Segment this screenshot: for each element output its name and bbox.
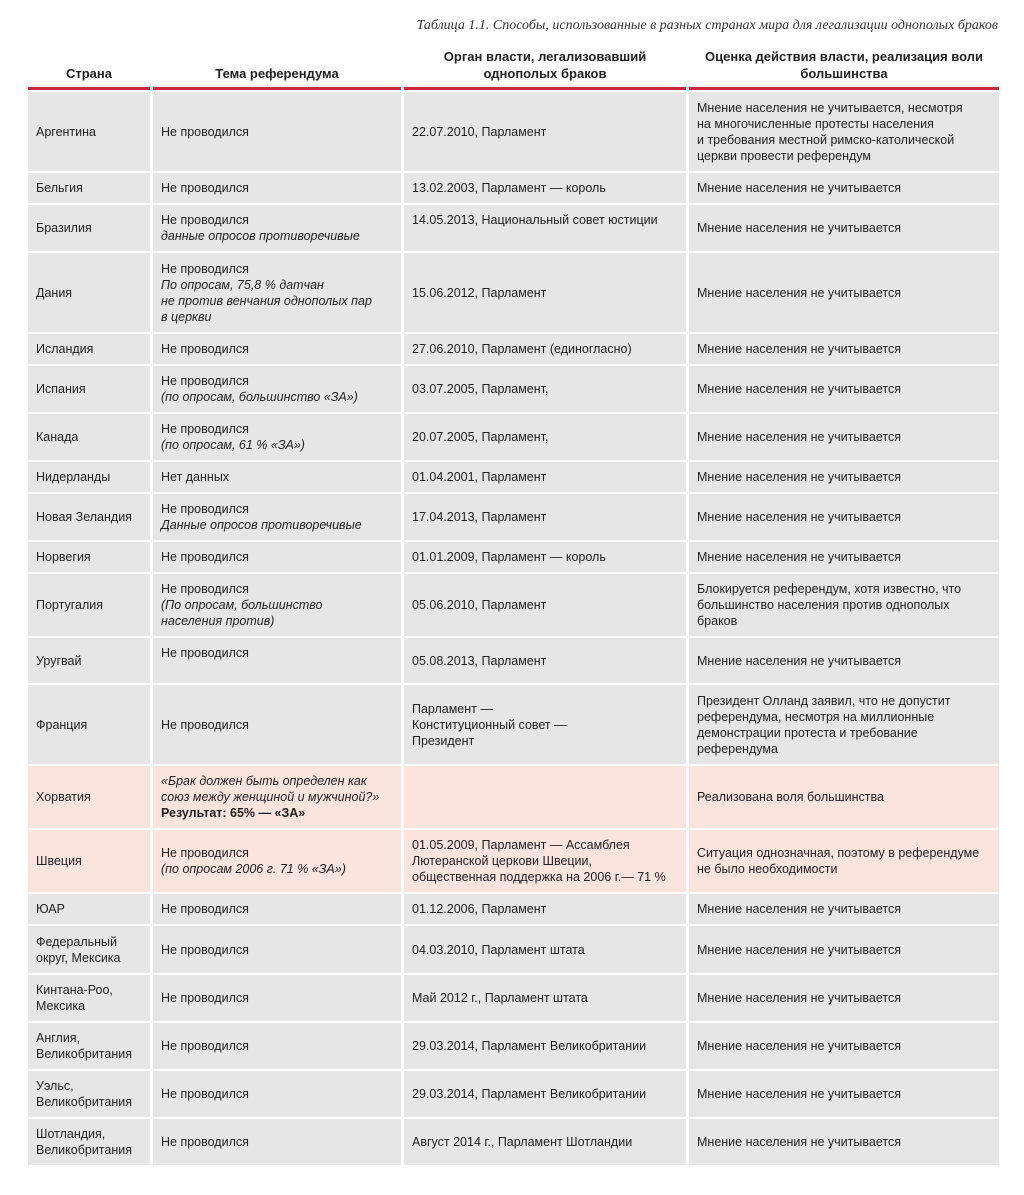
authority-cell-line: 20.07.2005, Парламент,: [412, 430, 549, 444]
topic-cell-line: Не проводился: [161, 646, 249, 660]
table-row: [28, 1117, 999, 1165]
header-authority: Орган власти, легализовавший однополых браков: [404, 44, 686, 90]
evaluation-cell-line: Президент Олланд заявил, что не допустит: [697, 693, 951, 708]
country-cell: [28, 572, 150, 636]
authority-cell-line: 27.06.2010, Парламент (единогласно): [412, 342, 632, 356]
authority-cell-line: Президент: [412, 733, 475, 748]
evaluation-cell-line: на многочисленные протесты населения: [697, 116, 934, 131]
topic-cell-line: Не проводился: [161, 942, 249, 957]
authority-cell-line: 01.12.2006, Парламент: [412, 902, 547, 916]
authority-cell: [404, 412, 686, 460]
evaluation-cell: [689, 636, 999, 683]
topic-cell-line: Результат: 65% — «ЗА»: [161, 806, 306, 820]
authority-cell: [404, 1069, 686, 1117]
country-cell-line: ЮАР: [36, 902, 65, 916]
evaluation-cell: [689, 924, 999, 973]
country-cell-line: Норвегия: [36, 550, 91, 564]
country-cell: [28, 924, 150, 973]
evaluation-cell-line: Ситуация однозначная, поэтому в референдуме: [697, 846, 980, 860]
topic-cell: [153, 1117, 401, 1165]
authority-cell: [404, 1117, 686, 1165]
header-row: [28, 44, 999, 90]
evaluation-cell: [689, 203, 999, 251]
topic-cell-line: (по опросам, большинство «ЗА»): [161, 390, 358, 404]
table-row: [28, 636, 999, 683]
topic-cell-line: Не проводился: [161, 342, 249, 356]
topic-cell: [153, 171, 401, 203]
evaluation-cell: [689, 332, 999, 364]
authority-cell: [404, 364, 686, 412]
topic-cell: [153, 1069, 401, 1117]
evaluation-cell-line: большинство населения против однополых: [697, 598, 950, 612]
header-country: Страна: [28, 44, 150, 90]
authority-cell: [404, 683, 686, 764]
legalization-table: [25, 44, 1002, 1165]
evaluation-cell-line: Мнение населения не учитывается: [697, 942, 901, 957]
evaluation-cell-line: Мнение населения не учитывается: [697, 1039, 901, 1053]
topic-cell-line: Не проводился: [161, 846, 249, 860]
country-cell: [28, 412, 150, 460]
topic-cell-line: Не проводился: [161, 422, 249, 436]
topic-cell: [153, 973, 401, 1021]
country-cell: [28, 892, 150, 924]
country-cell-line: Великобритания: [36, 1143, 132, 1157]
evaluation-cell-line: референдума, несмотря на миллионные: [697, 709, 935, 724]
table-row: [28, 90, 999, 171]
authority-cell-line: Лютеранской церкови Швеции,: [412, 854, 592, 868]
authority-cell-line: 29.03.2014, Парламент Великобритании: [412, 1087, 647, 1101]
authority-cell-line: 01.01.2009, Парламент — король: [412, 550, 606, 564]
country-cell: [28, 460, 150, 492]
authority-cell: [404, 764, 686, 828]
country-cell-line: Мексика: [36, 999, 86, 1013]
authority-cell: [404, 203, 686, 251]
authority-cell-line: Август 2014 г., Парламент Шотландии: [412, 1135, 633, 1149]
evaluation-cell-line: Мнение населения не учитывается: [697, 181, 901, 195]
country-cell-line: Новая Зеландия: [36, 510, 132, 524]
country-cell-line: Исландия: [36, 342, 94, 356]
evaluation-cell-line: Мнение населения не учитывается: [697, 285, 901, 300]
country-cell: [28, 203, 150, 251]
country-cell-line: Испания: [36, 382, 86, 396]
evaluation-cell: [689, 572, 999, 636]
topic-cell: [153, 572, 401, 636]
table-row: [28, 332, 999, 364]
topic-cell-line: По опросам, 75,8 % датчан: [161, 277, 324, 292]
evaluation-cell-line: Мнение населения не учитывается: [697, 221, 901, 235]
topic-cell-line: (по опросам, 61 % «ЗА»): [161, 438, 305, 452]
table-row: [28, 251, 999, 332]
topic-cell-line: данные опросов противоречивые: [161, 229, 360, 243]
country-cell-line: Швеция: [36, 854, 82, 868]
table-caption: Таблица 1.1. Способы, использованные в разных странах мира для легализации однополых браков: [416, 18, 998, 33]
country-cell: [28, 683, 150, 764]
authority-cell-line: 13.02.2003, Парламент — король: [412, 181, 606, 195]
topic-cell-line: Не проводился: [161, 261, 249, 276]
authority-cell: [404, 892, 686, 924]
country-cell: [28, 251, 150, 332]
authority-cell: [404, 332, 686, 364]
authority-cell: [404, 171, 686, 203]
country-cell: [28, 764, 150, 828]
country-cell: [28, 1117, 150, 1165]
country-cell-line: Хорватия: [36, 790, 91, 804]
authority-cell-line: 22.07.2010, Парламент: [412, 124, 547, 139]
evaluation-cell: [689, 171, 999, 203]
evaluation-cell-line: не было необходимости: [697, 862, 838, 876]
evaluation-cell-line: Мнение населения не учитывается: [697, 1135, 901, 1149]
evaluation-cell: [689, 1069, 999, 1117]
authority-cell: [404, 572, 686, 636]
authority-cell-line: 01.04.2001, Парламент: [412, 470, 547, 484]
country-cell-line: Канада: [36, 430, 79, 444]
country-cell: [28, 1069, 150, 1117]
table-row: [28, 364, 999, 412]
country-cell-line: Уругвай: [36, 653, 82, 668]
evaluation-cell: [689, 892, 999, 924]
evaluation-cell: [689, 1117, 999, 1165]
country-cell-line: Шотландия,: [36, 1127, 106, 1141]
authority-cell-line: 04.03.2010, Парламент штата: [412, 942, 585, 957]
topic-cell-line: Не проводился: [161, 1135, 249, 1149]
country-cell: [28, 636, 150, 683]
table-row: [28, 1021, 999, 1069]
country-cell-line: Великобритания: [36, 1095, 132, 1109]
topic-cell-line: Не проводился: [161, 213, 249, 227]
topic-cell-line: Не проводился: [161, 991, 249, 1005]
authority-cell-line: Конституционный совет —: [412, 717, 567, 732]
evaluation-cell-line: Блокируется референдум, хотя известно, что: [697, 582, 962, 596]
authority-cell: [404, 460, 686, 492]
topic-cell: [153, 924, 401, 973]
evaluation-cell-line: демонстрации протеста и требование: [697, 725, 918, 740]
table-row: [28, 412, 999, 460]
evaluation-cell-line: Мнение населения не учитывается: [697, 653, 901, 668]
topic-cell-line: Не проводился: [161, 717, 249, 732]
topic-cell-line: населения против): [161, 614, 275, 628]
evaluation-cell: [689, 412, 999, 460]
authority-cell-line: 01.05.2009, Парламент — Ассамблея: [412, 838, 630, 852]
country-cell: [28, 492, 150, 540]
topic-cell-line: (По опросам, большинство: [161, 598, 323, 612]
topic-cell-line: Нет данных: [161, 470, 230, 484]
evaluation-cell-line: Мнение населения не учитывается: [697, 550, 901, 564]
authority-cell: [404, 251, 686, 332]
evaluation-cell-line: и требования местной римско-католической: [697, 132, 955, 147]
topic-cell: [153, 683, 401, 764]
topic-cell: [153, 251, 401, 332]
authority-cell: [404, 540, 686, 572]
country-cell-line: Бразилия: [36, 221, 92, 235]
evaluation-cell-line: Мнение населения не учитывается: [697, 902, 901, 916]
evaluation-cell-line: Мнение населения не учитывается: [697, 342, 901, 356]
country-cell: [28, 364, 150, 412]
country-cell: [28, 973, 150, 1021]
authority-cell-line: 29.03.2014, Парламент Великобритании: [412, 1039, 647, 1053]
evaluation-cell-line: Мнение населения не учитывается: [697, 991, 901, 1005]
evaluation-cell: [689, 492, 999, 540]
table-row: [28, 572, 999, 636]
evaluation-cell: [689, 764, 999, 828]
topic-cell-line: не против венчания однополых пар: [161, 293, 372, 308]
evaluation-cell: [689, 1021, 999, 1069]
topic-cell: [153, 412, 401, 460]
country-cell: [28, 171, 150, 203]
country-cell-line: Уэльс,: [36, 1079, 74, 1093]
table-row: [28, 460, 999, 492]
country-cell: [28, 540, 150, 572]
topic-cell-line: «Брак должен быть определен как: [161, 774, 367, 788]
authority-cell-line: общественная поддержка на 2006 г.— 71 %: [412, 870, 666, 884]
authority-cell-line: 03.07.2005, Парламент,: [412, 382, 549, 396]
table-row: [28, 892, 999, 924]
evaluation-cell-line: Мнение населения не учитывается: [697, 510, 901, 524]
authority-cell-line: Парламент —: [412, 701, 493, 716]
country-cell-line: Дания: [36, 285, 73, 300]
topic-cell-line: Не проводился: [161, 181, 249, 195]
country-cell-line: округ, Мексика: [36, 950, 121, 965]
topic-cell: [153, 492, 401, 540]
topic-cell-line: Не проводился: [161, 550, 249, 564]
country-cell-line: Англия,: [36, 1031, 81, 1045]
evaluation-cell-line: Мнение населения не учитывается: [697, 430, 901, 444]
country-cell-line: Великобритания: [36, 1047, 132, 1061]
topic-cell: [153, 460, 401, 492]
evaluation-cell-line: Мнение населения не учитывается: [697, 1087, 901, 1101]
authority-cell-line: 17.04.2013, Парламент: [412, 510, 547, 524]
country-cell-line: Аргентина: [36, 124, 96, 139]
topic-cell: [153, 364, 401, 412]
topic-cell-line: в церкви: [161, 309, 212, 324]
topic-cell: [153, 764, 401, 828]
topic-cell-line: союз между женщиной и мужчиной?»: [161, 790, 380, 804]
table-row: [28, 683, 999, 764]
evaluation-cell: [689, 251, 999, 332]
authority-cell-line: Май 2012 г., Парламент штата: [412, 991, 588, 1005]
authority-cell: [404, 973, 686, 1021]
table-row: [28, 973, 999, 1021]
authority-cell-line: 15.06.2012, Парламент: [412, 285, 547, 300]
country-cell-line: Кинтана-Роо,: [36, 983, 113, 997]
topic-cell-line: (по опросам 2006 г. 71 % «ЗА»): [161, 862, 346, 876]
authority-cell-line: 05.08.2013, Парламент: [412, 653, 547, 668]
header-topic: Тема референдума: [153, 44, 401, 90]
country-cell: [28, 828, 150, 892]
evaluation-cell-line: Мнение населения не учитывается, несмотря: [697, 100, 963, 115]
authority-cell: [404, 1021, 686, 1069]
topic-cell-line: Не проводился: [161, 582, 249, 596]
evaluation-cell-line: церкви провести референдум: [697, 148, 871, 163]
country-cell-line: Португалия: [36, 598, 104, 612]
header-evaluation: Оценка действия власти, реализация воли большинства: [689, 44, 999, 90]
topic-cell: [153, 1021, 401, 1069]
authority-cell: [404, 828, 686, 892]
table-row: [28, 203, 999, 251]
table-row: [28, 828, 999, 892]
evaluation-cell-line: Реализована воля большинства: [697, 790, 884, 804]
topic-cell: [153, 892, 401, 924]
authority-cell: [404, 492, 686, 540]
table-row: [28, 764, 999, 828]
topic-cell: [153, 90, 401, 171]
topic-cell-line: Не проводился: [161, 502, 249, 516]
topic-cell: [153, 203, 401, 251]
evaluation-cell: [689, 540, 999, 572]
country-cell-line: Бельгия: [36, 181, 83, 195]
topic-cell: [153, 332, 401, 364]
topic-cell: [153, 828, 401, 892]
country-cell: [28, 90, 150, 171]
country-cell-line: Федеральный: [36, 934, 118, 949]
authority-cell: [404, 636, 686, 683]
table-row: [28, 540, 999, 572]
table-row: [28, 924, 999, 973]
evaluation-cell: [689, 828, 999, 892]
evaluation-cell-line: Мнение населения не учитывается: [697, 470, 901, 484]
topic-cell: [153, 540, 401, 572]
table-row: [28, 492, 999, 540]
topic-cell: [153, 636, 401, 683]
evaluation-cell: [689, 683, 999, 764]
topic-cell-line: Данные опросов противоречивые: [161, 518, 362, 532]
authority-cell-line: 14.05.2013, Национальный совет юстиции: [412, 213, 658, 227]
country-cell-line: Франция: [36, 717, 88, 732]
evaluation-cell: [689, 973, 999, 1021]
evaluation-cell: [689, 460, 999, 492]
table-row: [28, 1069, 999, 1117]
evaluation-cell-line: референдума: [697, 741, 778, 756]
country-cell: [28, 332, 150, 364]
country-cell: [28, 1021, 150, 1069]
evaluation-cell-line: браков: [697, 614, 738, 628]
country-cell-line: Нидерланды: [36, 470, 111, 484]
topic-cell-line: Не проводился: [161, 1039, 249, 1053]
topic-cell-line: Не проводился: [161, 124, 249, 139]
evaluation-cell: [689, 90, 999, 171]
table-row: [28, 171, 999, 203]
topic-cell-line: Не проводился: [161, 902, 249, 916]
authority-cell: [404, 90, 686, 171]
evaluation-cell-line: Мнение населения не учитывается: [697, 382, 901, 396]
topic-cell-line: Не проводился: [161, 1087, 249, 1101]
authority-cell-line: 05.06.2010, Парламент: [412, 598, 547, 612]
topic-cell-line: Не проводился: [161, 374, 249, 388]
authority-cell: [404, 924, 686, 973]
evaluation-cell: [689, 364, 999, 412]
